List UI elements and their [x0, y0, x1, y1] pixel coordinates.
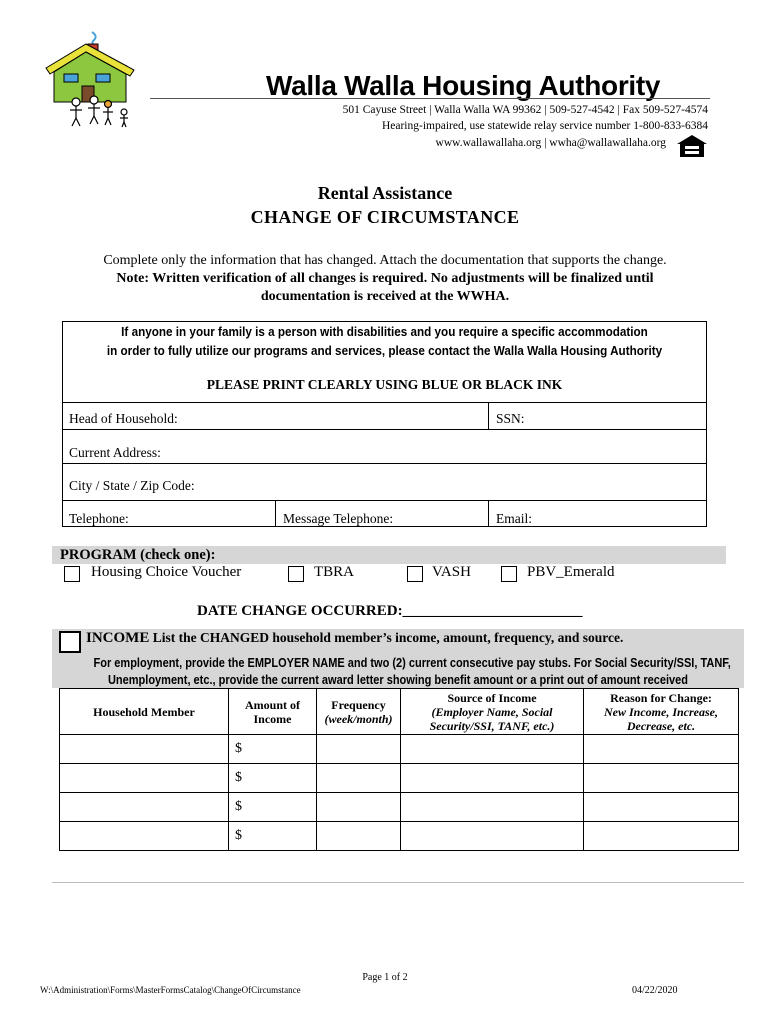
header-rule [150, 98, 710, 99]
source-cell[interactable] [401, 735, 584, 764]
relay-line: Hearing-impaired, use statewide relay service number 1-800-833-6384 [381, 120, 708, 132]
col-amount-l1: Amount of [244, 697, 300, 712]
frequency-cell[interactable] [317, 822, 401, 851]
intro-line1: Complete only the information that has changed. Attach the documentation that supports the change. [103, 253, 667, 268]
box-rule-2 [62, 429, 707, 430]
current-address-field[interactable]: Current Address: [69, 445, 161, 460]
option-housing-choice-voucher: Housing Choice Voucher [91, 564, 242, 580]
box-divider-msg [275, 500, 276, 527]
source-cell[interactable] [401, 764, 584, 793]
housing-authority-logo [40, 30, 140, 130]
col-frequency-l1: Frequency [331, 697, 386, 712]
income-table [59, 688, 739, 851]
col-frequency-l2: (week/month) [324, 711, 393, 726]
income-title-rest: List the CHANGED household member’s income, amount, frequency, and source. [149, 630, 624, 645]
print-notice: PLEASE PRINT CLEARLY USING BLUE OR BLACK INK [206, 377, 563, 392]
col-reason [584, 689, 739, 735]
col-reason-l3: Decrease, etc. [626, 718, 696, 733]
col-source [401, 689, 584, 735]
col-frequency [317, 689, 401, 735]
box-divider-email [488, 500, 489, 527]
income-note-line1: For employment, provide the EMPLOYER NAME and two (2) current consecutive pay stubs. For Social Security/SSI, TANF, [93, 656, 731, 670]
file-path: W:\Administration\Forms\MasterFormsCatalog\ChangeOfCircumstance [40, 985, 301, 995]
checkbox-tbra[interactable] [288, 566, 304, 582]
frequency-cell[interactable] [317, 764, 401, 793]
email-field[interactable]: Email: [496, 511, 532, 526]
program-label: PROGRAM (check one): [60, 547, 216, 563]
reason-cell[interactable] [584, 735, 739, 764]
reason-cell[interactable] [584, 822, 739, 851]
table-row [60, 764, 739, 793]
box-rule-3 [62, 463, 707, 464]
box-rule-4 [62, 500, 707, 501]
income-note-line2: Unemployment, etc., provide the current award letter showing benefit amount or a print out of amount received [107, 673, 689, 687]
frequency-cell[interactable] [317, 735, 401, 764]
income-table-header [60, 689, 739, 735]
amount-cell[interactable]: $ [229, 764, 317, 793]
col-household-member-label: Household Member [93, 704, 195, 719]
col-source-l2: (Employer Name, Social [431, 704, 553, 719]
income-title-bold: INCOME [86, 630, 150, 646]
source-cell[interactable] [401, 822, 584, 851]
member-cell[interactable] [60, 793, 229, 822]
table-row [60, 822, 739, 851]
footer-date: 04/22/2020 [632, 985, 678, 996]
date-change-field[interactable]: DATE CHANGE OCCURRED:________________________ [197, 603, 583, 619]
org-name: Walla Walla Housing Authority [266, 70, 661, 101]
message-telephone-field[interactable]: Message Telephone: [283, 511, 394, 526]
member-cell[interactable] [60, 764, 229, 793]
equal-housing-icon [676, 134, 708, 158]
checkbox-vash[interactable] [407, 566, 423, 582]
form-title-line1: Rental Assistance [317, 183, 453, 203]
col-reason-l1: Reason for Change: [610, 690, 712, 705]
box-rule-1 [62, 402, 707, 403]
member-cell[interactable] [60, 822, 229, 851]
table-row [60, 793, 739, 822]
address-line: 501 Cayuse Street | Walla Walla WA 99362 | 509-527-4542 | Fax 509-527-4574 [342, 104, 708, 116]
col-household-member [60, 689, 229, 735]
col-amount [229, 689, 317, 735]
amount-cell[interactable]: $ [229, 735, 317, 764]
reason-cell[interactable] [584, 764, 739, 793]
page-number: Page 1 of 2 [362, 972, 408, 983]
accommodation-line1: If anyone in your family is a person with disabilities and you require a specific accommodation [121, 324, 648, 339]
option-vash: VASH [432, 564, 471, 580]
footer-rule [52, 882, 744, 883]
member-cell[interactable] [60, 735, 229, 764]
city-state-zip-field[interactable]: City / State / Zip Code: [69, 478, 195, 493]
col-source-l3: Security/SSI, TANF, etc.) [429, 718, 555, 733]
option-pbv-emerald: PBV_Emerald [527, 564, 615, 580]
telephone-field[interactable]: Telephone: [69, 511, 129, 526]
checkbox-pbv-emerald[interactable] [501, 566, 517, 582]
intro-line2: Note: Written verification of all changes is required. No adjustments will be finalized until [116, 271, 654, 286]
checkbox-housing-choice-voucher[interactable] [64, 566, 80, 582]
col-amount-l2: Income [253, 711, 292, 726]
amount-cell[interactable]: $ [229, 793, 317, 822]
intro-line3: documentation is received at the WWHA. [260, 289, 510, 304]
box-divider-ssn [488, 402, 489, 429]
accommodation-line2: in order to fully utilize our programs and services, please contact the Walla Walla Housing Authority [106, 343, 663, 358]
col-reason-l2: New Income, Increase, [604, 704, 718, 719]
form-title-line2: CHANGE OF CIRCUMSTANCE [250, 207, 520, 227]
income-title [86, 630, 623, 647]
source-cell[interactable] [401, 793, 584, 822]
ssn-field[interactable]: SSN: [496, 411, 525, 426]
amount-cell[interactable]: $ [229, 822, 317, 851]
table-row [60, 735, 739, 764]
option-tbra: TBRA [314, 564, 355, 580]
frequency-cell[interactable] [317, 793, 401, 822]
head-of-household-field[interactable]: Head of Household: [69, 411, 178, 426]
col-source-l1: Source of Income [447, 690, 537, 705]
income-checkbox[interactable] [59, 631, 81, 653]
web-line: www.wallawallaha.org | wwha@wallawallaha.org [435, 137, 666, 149]
reason-cell[interactable] [584, 793, 739, 822]
